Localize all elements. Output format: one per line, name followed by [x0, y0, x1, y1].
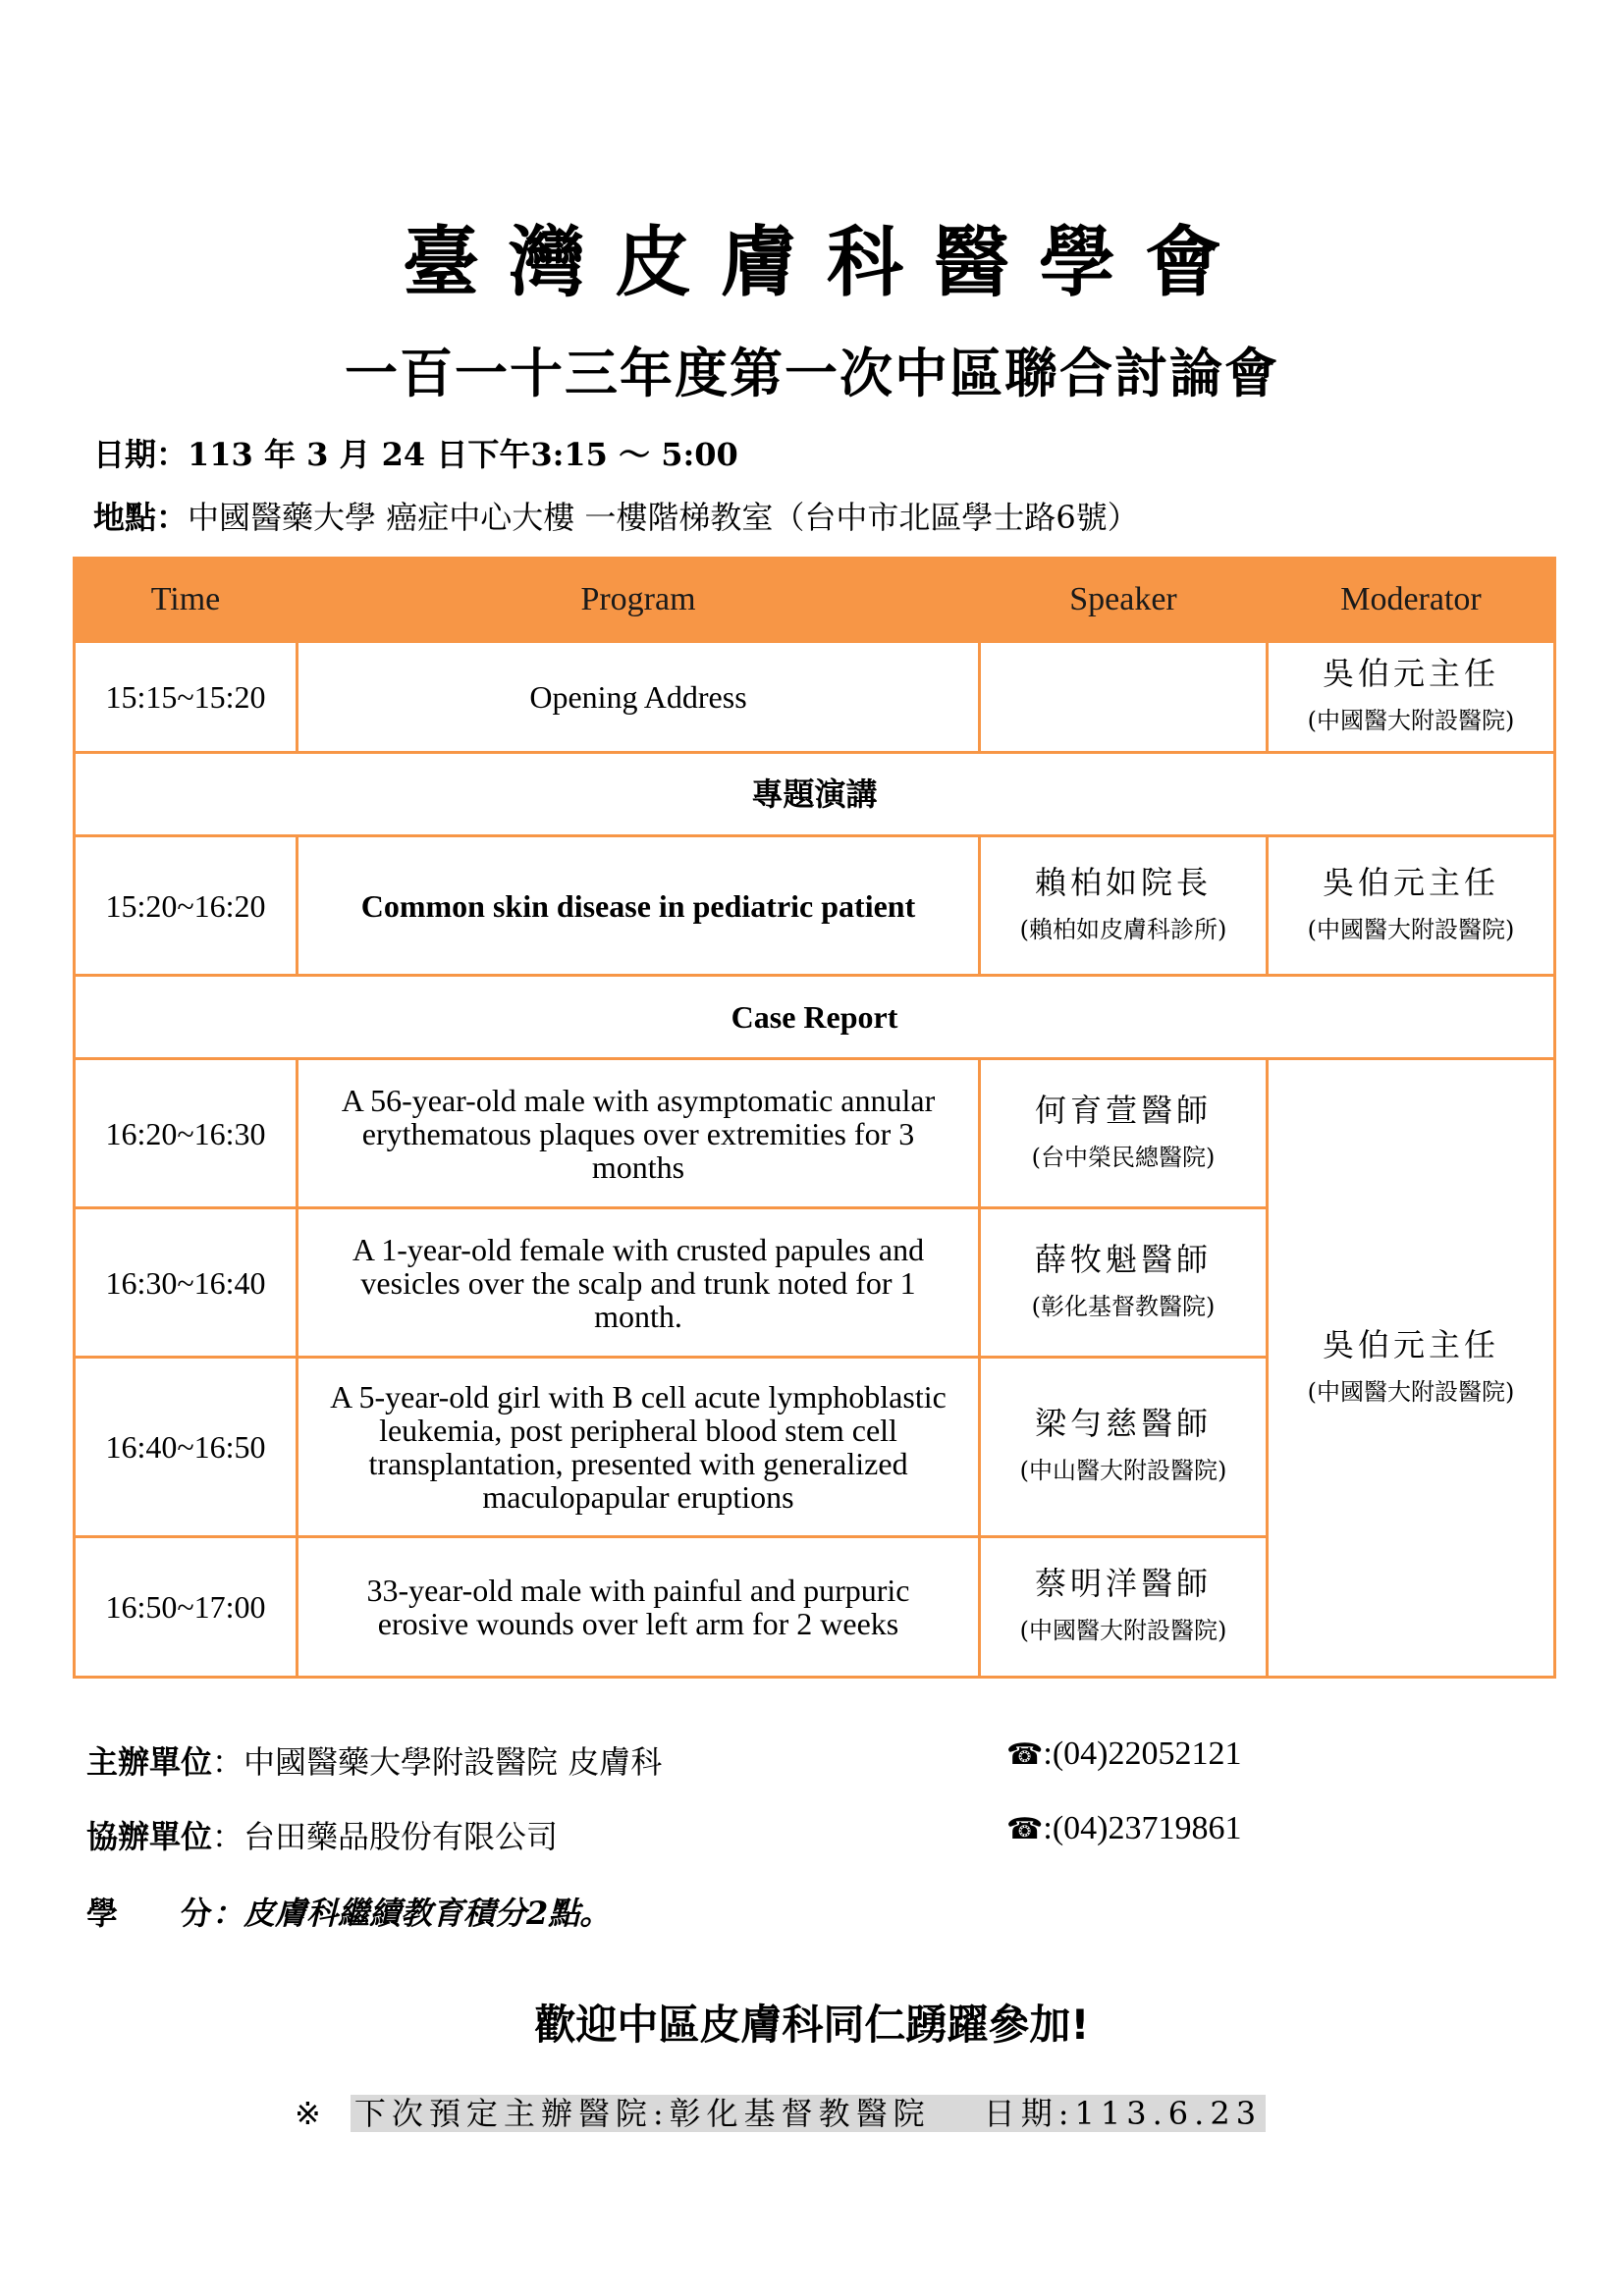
credit-label: 學 分 — [86, 1895, 213, 1932]
moderator-name: 吳伯元主任 — [1322, 1325, 1499, 1363]
table-header-row — [75, 559, 1555, 642]
moderator-org: (中國醫大附設醫院) — [1307, 707, 1515, 734]
section-title: Case Report — [75, 976, 1555, 1059]
date-label: 日期： — [93, 436, 189, 473]
speaker-org: (台中榮民總醫院) — [1031, 1143, 1216, 1171]
moderator-cell — [1268, 1059, 1555, 1678]
table-row — [75, 1059, 1555, 1208]
place-label: 地點： — [93, 499, 189, 536]
speaker-cell — [980, 642, 1268, 753]
moderator-cell — [1268, 642, 1555, 753]
program-cell: Common skin disease in pediatric patient — [298, 836, 980, 976]
speaker-org: (中國醫大附設醫院) — [1019, 1617, 1227, 1644]
host-phone — [1006, 1735, 1241, 1773]
table-row — [75, 836, 1555, 976]
place-value: 中國醫藥大學 癌症中心大樓 一樓階梯教室（台中市北區學士路6號） — [188, 499, 1139, 536]
section-row-case — [75, 976, 1555, 1059]
date-line — [93, 430, 738, 475]
credit-value: ：皮膚科繼續教育積分2點。 — [212, 1895, 612, 1932]
cohost-line — [86, 1812, 558, 1857]
cohost-label: 協辦單位 — [86, 1818, 213, 1855]
host-label: 主辦單位 — [86, 1743, 213, 1781]
header-moderator: Moderator — [1268, 559, 1555, 642]
time-cell: 16:40~16:50 — [75, 1358, 298, 1537]
host-line — [86, 1737, 662, 1783]
speaker-name: 薛牧魁醫師 — [1034, 1240, 1212, 1278]
section-row-lecture — [75, 753, 1555, 836]
time-cell: 16:20~16:30 — [75, 1059, 298, 1208]
moderator-name: 吳伯元主任 — [1322, 863, 1499, 901]
cohost-phone — [1006, 1810, 1241, 1847]
speaker-org: (彰化基督教醫院) — [1031, 1292, 1216, 1320]
speaker-cell — [980, 1208, 1268, 1358]
program-cell: 33-year-old male with painful and purpuric erosive wounds over left arm for 2 weeks — [298, 1537, 980, 1678]
phone-icon: ☎ — [1006, 1812, 1044, 1846]
time-cell: 15:15~15:20 — [75, 642, 298, 753]
phone-icon: ☎ — [1006, 1737, 1044, 1772]
host-value: ：中國醫藥大學附設醫院 皮膚科 — [212, 1743, 663, 1781]
reference-mark-icon: ※ — [295, 2095, 321, 2132]
cohost-phone-number: :(04)23719861 — [1043, 1810, 1242, 1846]
header-speaker: Speaker — [980, 559, 1268, 642]
time-cell: 16:50~17:00 — [75, 1537, 298, 1678]
table-row — [75, 642, 1555, 753]
host-phone-number: :(04)22052121 — [1043, 1735, 1242, 1772]
speaker-name: 蔡明洋醫師 — [1034, 1565, 1212, 1602]
speaker-org: (賴柏如皮膚科診所) — [1019, 915, 1227, 943]
place-line — [93, 493, 1139, 538]
program-cell: A 5-year-old girl with B cell acute lymphoblastic leukemia, post peripheral blood stem cell transplantation, presented with generalized maculopapular eruptions — [298, 1358, 980, 1537]
speaker-name: 賴柏如院長 — [1034, 863, 1212, 901]
next-meeting-info: 下次預定主辦醫院:彰化基督教醫院 日期:113.6.23 — [351, 2095, 1266, 2132]
speaker-cell — [980, 1358, 1268, 1537]
speaker-cell — [980, 836, 1268, 976]
next-meeting-line — [295, 2089, 1266, 2134]
moderator-org: (中國醫大附設醫院) — [1307, 1377, 1515, 1406]
program-table — [73, 557, 1556, 1679]
moderator-name: 吳伯元主任 — [1322, 655, 1499, 692]
speaker-name: 梁勻慈醫師 — [1034, 1405, 1212, 1442]
speaker-cell — [980, 1059, 1268, 1208]
section-title: 專題演講 — [75, 753, 1555, 836]
header-program: Program — [298, 559, 980, 642]
speaker-org: (中山醫大附設醫院) — [1019, 1457, 1227, 1484]
speaker-name: 何育萱醫師 — [1034, 1091, 1212, 1129]
program-cell: A 56-year-old male with asymptomatic annular erythematous plaques over extremities for 3 months — [298, 1059, 980, 1208]
time-cell: 16:30~16:40 — [75, 1208, 298, 1358]
header-time: Time — [75, 559, 298, 642]
page-title: 臺灣皮膚科醫學會 — [402, 219, 1251, 307]
welcome-message: 歡迎中區皮膚科同仁踴躍參加! — [534, 2001, 1090, 2049]
time-cell: 15:20~16:20 — [75, 836, 298, 976]
cohost-value: ：台田藥品股份有限公司 — [212, 1818, 559, 1855]
page-subtitle: 一百一十三年度第一次中區聯合討論會 — [345, 343, 1279, 404]
speaker-cell — [980, 1537, 1268, 1678]
program-cell: A 1-year-old female with crusted papules and vesicles over the scalp and trunk noted for 1 month. — [298, 1208, 980, 1358]
moderator-org: (中國醫大附設醫院) — [1307, 915, 1515, 943]
program-cell: Opening Address — [298, 642, 980, 753]
date-value: 113 年 3 月 24 日下午3:15 ～ 5:00 — [188, 436, 738, 473]
credit-line — [86, 1889, 611, 1934]
moderator-cell — [1268, 836, 1555, 976]
